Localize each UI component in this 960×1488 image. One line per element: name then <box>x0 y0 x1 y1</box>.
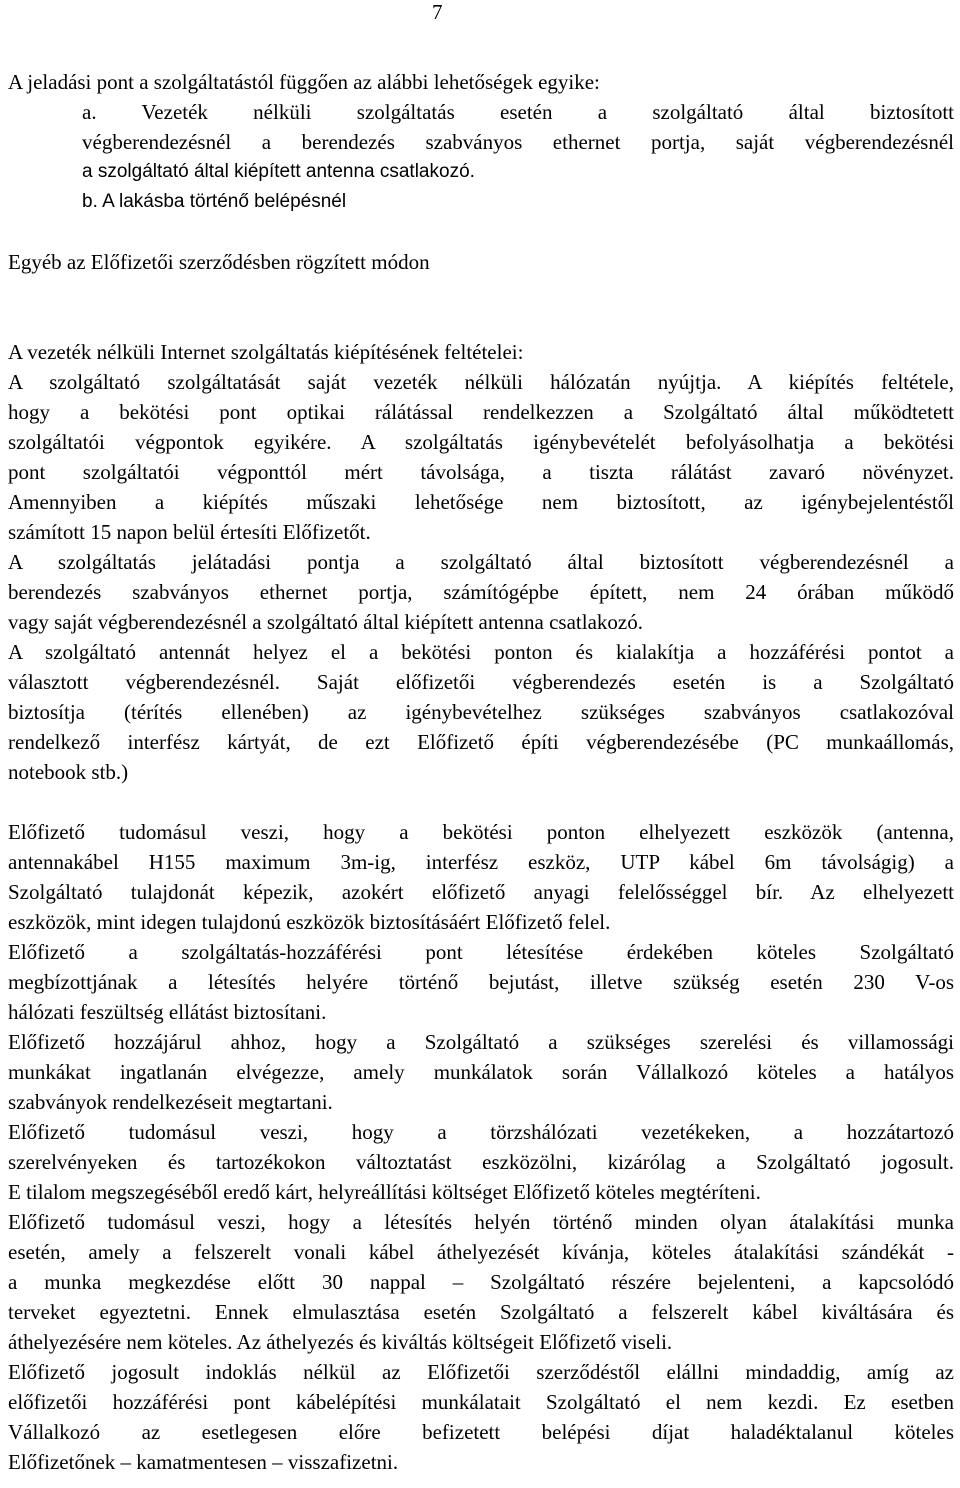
paragraph-line: notebook stb.) <box>8 760 129 784</box>
option-b: b. A lakásba történő belépésnél <box>82 191 347 212</box>
paragraph-line: számított 15 napon belül értesíti Előfizetőt. <box>8 520 371 544</box>
paragraph-6 <box>8 1027 954 1117</box>
paragraph-line: antennakábel H155 maximum 3m-ig, interfész eszköz, UTP kábel 6m távolságig) a <box>8 850 954 874</box>
other-line: Egyéb az Előfizetői szerződésben rögzített módon <box>8 250 430 274</box>
option-a-line: a. Vezeték nélküli szolgáltatás esetén a szolgáltató által biztosított <box>82 100 954 124</box>
paragraph-line: Előfizetőnek – kamatmentesen – visszafizetni. <box>8 1450 399 1474</box>
paragraph-line: Előfizető hozzájárul ahhoz, hogy a Szolgáltató a szükséges szerelési és villamossági <box>8 1030 954 1054</box>
spacer <box>8 277 954 337</box>
paragraph-line: hálózati feszültség ellátást biztosítani. <box>8 1000 327 1024</box>
document-body <box>8 67 954 1477</box>
paragraph-line: Szolgáltató tulajdonát képezik, azokért előfizető anyagi felelősséggel bír. Az elhelyezett <box>8 880 954 904</box>
paragraph-line: szerelvényeken és tartozékokon változtatást eszközölni, kizárólag a Szolgáltató jogosult. <box>8 1150 954 1174</box>
paragraph-5 <box>8 937 954 1027</box>
paragraph-line: eszközök, mint idegen tulajdonú eszközök biztosításáért Előfizető felel. <box>8 910 611 934</box>
paragraph-7 <box>8 1117 954 1207</box>
option-a-line: végberendezésnél a berendezés szabványos ethernet portja, saját végberendezésnél <box>82 130 954 154</box>
paragraph-line: Amennyiben a kiépítés műszaki lehetősége nem biztosított, az igénybejelentéstől <box>8 490 954 514</box>
paragraph-line: E tilalom megszegéséből eredő kárt, helyreállítási költséget Előfizető köteles megtéríteni. <box>8 1180 761 1204</box>
paragraph-9 <box>8 1357 954 1477</box>
paragraph-line: választott végberendezésnél. Saját előfizetői végberendezés esetén is a Szolgáltató <box>8 670 954 694</box>
section-title: A vezeték nélküli Internet szolgáltatás kiépítésének feltételei: <box>8 340 524 364</box>
paragraph-line: A szolgáltató antennát helyez el a bekötési ponton és kialakítja a hozzáférési pontot a <box>8 640 954 664</box>
paragraph-line: áthelyezésére nem köteles. Az áthelyezés és kiváltás költségeit Előfizető viseli. <box>8 1330 673 1354</box>
paragraph-1 <box>8 367 954 547</box>
paragraph-line: Előfizető jogosult indoklás nélkül az Előfizetői szerződéstől elállni mindaddig, amíg az <box>8 1360 954 1384</box>
paragraph-3 <box>8 637 954 787</box>
paragraph-line: szolgáltatói végpontok egyikére. A szolgáltatás igénybevételét befolyásolhatja a bekötési <box>8 430 954 454</box>
paragraph-line: hogy a bekötési pont optikai rálátással rendelkezzen a Szolgáltató által működtetett <box>8 400 954 424</box>
paragraph-8 <box>8 1207 954 1357</box>
paragraph-line: vagy saját végberendezésnél a szolgáltató által kiépített antenna csatlakozó. <box>8 610 643 634</box>
paragraph-line: berendezés szabványos ethernet portja, számítógépbe épített, nem 24 órában működő <box>8 580 954 604</box>
paragraph-line: A szolgáltatás jelátadási pontja a szolgáltató által biztosított végberendezésnél a <box>8 550 954 574</box>
paragraph-line: terveket egyeztetni. Ennek elmulasztása esetén Szolgáltató a felszerelt kábel kiváltására és <box>8 1300 954 1324</box>
paragraph-line: Előfizető tudomásul veszi, hogy a bekötési ponton elhelyezett eszközök (antenna, <box>8 820 954 844</box>
paragraph-line: megbízottjának a létesítés helyére történő bejutást, illetve szükség esetén 230 V-os <box>8 970 954 994</box>
paragraph-line: rendelkező interfész kártyát, de ezt Előfizető építi végberendezésébe (PC munkaállomás, <box>8 730 954 754</box>
paragraph-line: munkákat ingatlanán elvégezze, amely munkálatok során Vállalkozó köteles a hatályos <box>8 1060 954 1084</box>
spacer <box>8 217 954 247</box>
intro-line: A jeladási pont a szolgáltatástól függően az alábbi lehetőségek egyike: <box>8 70 600 94</box>
paragraph-line: Előfizető tudomásul veszi, hogy a létesítés helyén történő minden olyan átalakítási munka <box>8 1210 954 1234</box>
option-a <box>8 97 954 187</box>
option-a-line: a szolgáltató által kiépített antenna csatlakozó. <box>82 161 475 182</box>
paragraph-line: előfizetői hozzáférési pont kábelépítési munkálatait Szolgáltató el nem kezdi. Ez esetben <box>8 1390 954 1414</box>
paragraph-line: Előfizető tudomásul veszi, hogy a törzshálózati vezetékeken, a hozzátartozó <box>8 1120 954 1144</box>
paragraph-line: a munka megkezdése előtt 30 nappal – Szolgáltató részére bejelenteni, a kapcsolódó <box>8 1270 954 1294</box>
paragraph-line: pont szolgáltatói végponttól mért távolsága, a tiszta rálátást zavaró növényzet. <box>8 460 954 484</box>
spacer <box>8 787 954 817</box>
paragraph-line: A szolgáltató szolgáltatását saját vezeték nélküli hálózatán nyújtja. A kiépítés feltétele, <box>8 370 954 394</box>
paragraph-line: esetén, amely a felszerelt vonali kábel áthelyezését kívánja, köteles átalakítási szándékát - <box>8 1240 954 1264</box>
paragraph-line: Vállalkozó az esetlegesen előre befizetett belépési díjat haladéktalanul köteles <box>8 1420 954 1444</box>
paragraph-line: biztosítja (térítés ellenében) az igénybevételhez szükséges szabványos csatlakozóval <box>8 700 954 724</box>
paragraph-4 <box>8 817 954 937</box>
paragraph-line: szabványok rendelkezéseit megtartani. <box>8 1090 333 1114</box>
page-number: 7 <box>432 0 443 24</box>
paragraph-line: Előfizető a szolgáltatás-hozzáférési pont létesítése érdekében köteles Szolgáltató <box>8 940 954 964</box>
paragraph-2 <box>8 547 954 637</box>
